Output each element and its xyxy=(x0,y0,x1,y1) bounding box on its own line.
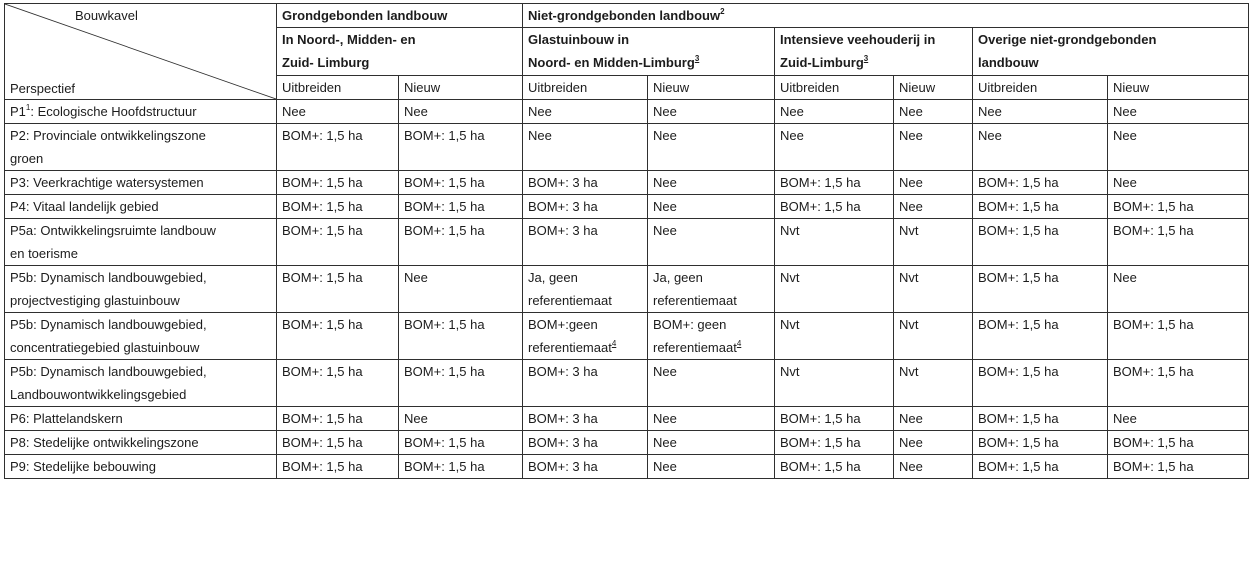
row-label: P2: Provinciale ontwikkelingszone groen xyxy=(5,124,277,171)
table-cell: Nvt xyxy=(775,360,894,407)
table-cell: BOM+: 1,5 ha xyxy=(277,266,399,313)
table-cell: BOM+: 1,5 ha xyxy=(973,171,1108,195)
table-cell: Nee xyxy=(1108,100,1249,124)
bouwkavel-label: Bouwkavel xyxy=(75,8,138,23)
table-cell: Nee xyxy=(648,171,775,195)
table-cell: Nvt xyxy=(775,266,894,313)
table-cell: BOM+: 1,5 ha xyxy=(973,407,1108,431)
table-cell: Nee xyxy=(648,360,775,407)
table-cell: Nee xyxy=(775,124,894,171)
table-cell: BOM+: 1,5 ha xyxy=(1108,195,1249,219)
table-cell: BOM+: 1,5 ha xyxy=(775,455,894,479)
footnote-1: 1 xyxy=(25,103,31,112)
table-row xyxy=(5,171,1249,195)
nieuw-header: Nieuw xyxy=(1108,76,1249,100)
table-cell: BOM+: 1,5 ha xyxy=(973,266,1108,313)
table-cell: BOM+: 1,5 ha xyxy=(399,219,523,266)
noord-midden-zuid-header: In Noord-, Midden- en Zuid- Limburg xyxy=(277,28,523,76)
table-cell: Nee xyxy=(523,100,648,124)
table-row xyxy=(5,407,1249,431)
table-cell: BOM+: 1,5 ha xyxy=(1108,431,1249,455)
row-label: P4: Vitaal landelijk gebied xyxy=(5,195,277,219)
table-row xyxy=(5,219,1249,266)
table-cell: Nee xyxy=(894,431,973,455)
table-cell: BOM+: 1,5 ha xyxy=(277,124,399,171)
grondgebonden-header: Grondgebonden landbouw xyxy=(277,4,523,28)
table-row xyxy=(5,124,1249,171)
uitbreiden-header: Uitbreiden xyxy=(277,76,399,100)
table-cell: BOM+: 1,5 ha xyxy=(973,313,1108,360)
table-cell: Nvt xyxy=(894,313,973,360)
table-cell: Nee xyxy=(648,407,775,431)
niet-grondgebonden-header: Niet-grondgebonden landbouw$^2$ xyxy=(523,4,1249,28)
table-cell: Nee xyxy=(775,100,894,124)
row-label: P5b: Dynamisch landbouwgebied, concentratiegebied glastuinbouw xyxy=(5,313,277,360)
table-cell: BOM+: 1,5 ha xyxy=(277,195,399,219)
table-cell: BOM+: 3 ha xyxy=(523,431,648,455)
nieuw-header: Nieuw xyxy=(894,76,973,100)
table-cell: BOM+: 1,5 ha xyxy=(399,124,523,171)
row-label: P3: Veerkrachtige watersystemen xyxy=(5,171,277,195)
table-cell: BOM+: 1,5 ha xyxy=(973,455,1108,479)
uitbreiden-header: Uitbreiden xyxy=(523,76,648,100)
table-cell: Nvt xyxy=(894,266,973,313)
table-cell: Nee xyxy=(1108,171,1249,195)
table-cell: Nee xyxy=(1108,124,1249,171)
table-cell: BOM+: 1,5 ha xyxy=(277,313,399,360)
table-cell: BOM+: 1,5 ha xyxy=(1108,360,1249,407)
table-cell: Nee xyxy=(973,100,1108,124)
table-row xyxy=(5,266,1249,313)
table-cell: BOM+:geen referentiemaat$^4$ xyxy=(523,313,648,360)
table-cell: Nee xyxy=(523,124,648,171)
table-cell: Ja, geen referentiemaat xyxy=(523,266,648,313)
table-cell: BOM+: 1,5 ha xyxy=(399,195,523,219)
table-cell: BOM+: 1,5 ha xyxy=(277,360,399,407)
table-cell: Nee xyxy=(894,171,973,195)
nieuw-header: Nieuw xyxy=(648,76,775,100)
intensieve-veehouderij-header: Intensieve veehouderij in Zuid-Limburg$^3$ xyxy=(775,28,973,76)
footnote-4: 4 xyxy=(611,339,617,348)
table-cell: BOM+: 1,5 ha xyxy=(399,455,523,479)
nieuw-header: Nieuw xyxy=(399,76,523,100)
table-cell: BOM+: 1,5 ha xyxy=(399,360,523,407)
uitbreiden-header: Uitbreiden xyxy=(973,76,1108,100)
table-cell: Nee xyxy=(399,100,523,124)
table-cell: Nee xyxy=(648,124,775,171)
table-cell: BOM+: 1,5 ha xyxy=(973,360,1108,407)
table-cell: BOM+: 1,5 ha xyxy=(1108,455,1249,479)
table-cell: BOM+: 1,5 ha xyxy=(1108,219,1249,266)
table-cell: BOM+: geen referentiemaat$^4$ xyxy=(648,313,775,360)
table-cell: Nee xyxy=(277,100,399,124)
table-cell: Nee xyxy=(1108,266,1249,313)
table-cell: Nee xyxy=(648,455,775,479)
corner-cell xyxy=(5,4,277,100)
table-cell: Nee xyxy=(648,100,775,124)
footnote-3: 3 xyxy=(863,54,869,63)
table-row xyxy=(5,195,1249,219)
table-cell: Nee xyxy=(648,195,775,219)
row-label: P5b: Dynamisch landbouwgebied, projectvestiging glastuinbouw xyxy=(5,266,277,313)
table-cell: BOM+: 3 ha xyxy=(523,195,648,219)
table-cell: BOM+: 1,5 ha xyxy=(973,195,1108,219)
table-cell: Nvt xyxy=(894,219,973,266)
table-cell: Nvt xyxy=(775,313,894,360)
footnote-4: 4 xyxy=(736,339,742,348)
table-cell: Nee xyxy=(894,407,973,431)
table-cell: BOM+: 1,5 ha xyxy=(775,431,894,455)
table-cell: BOM+: 1,5 ha xyxy=(277,171,399,195)
table-cell: Nee xyxy=(973,124,1108,171)
glastuinbouw-header: Glastuinbouw in Noord- en Midden-Limburg$^3$ xyxy=(523,28,775,76)
overige-header: Overige niet-grondgebonden landbouw xyxy=(973,28,1249,76)
row-label: P9: Stedelijke bebouwing xyxy=(5,455,277,479)
row-label: P5b: Dynamisch landbouwgebied, Landbouwontwikkelingsgebied xyxy=(5,360,277,407)
table-cell: Nee xyxy=(399,407,523,431)
table-cell: Nee xyxy=(399,266,523,313)
table-row xyxy=(5,360,1249,407)
footnote-3: 3 xyxy=(694,54,700,63)
table-cell: BOM+: 1,5 ha xyxy=(973,219,1108,266)
table-cell: Nee xyxy=(894,195,973,219)
header-row-1 xyxy=(5,4,1249,28)
table-cell: Nvt xyxy=(775,219,894,266)
bouwkavel-table xyxy=(4,3,1249,479)
footnote-2: 2 xyxy=(720,7,725,16)
table-cell: BOM+: 1,5 ha xyxy=(1108,313,1249,360)
table-cell: BOM+: 1,5 ha xyxy=(399,313,523,360)
row-label: $P1^1$: Ecologische Hoofdstructuur xyxy=(5,100,277,124)
table-cell: Nee xyxy=(1108,407,1249,431)
table-cell: BOM+: 1,5 ha xyxy=(775,195,894,219)
table-cell: BOM+: 1,5 ha xyxy=(399,171,523,195)
table-cell: BOM+: 3 ha xyxy=(523,360,648,407)
table-cell: Nee xyxy=(648,431,775,455)
table-cell: BOM+: 3 ha xyxy=(523,455,648,479)
table-cell: BOM+: 1,5 ha xyxy=(775,407,894,431)
table-row xyxy=(5,431,1249,455)
table-row xyxy=(5,100,1249,124)
table-cell: BOM+: 1,5 ha xyxy=(277,431,399,455)
table-row xyxy=(5,313,1249,360)
table-cell: BOM+: 3 ha xyxy=(523,219,648,266)
row-label: P8: Stedelijke ontwikkelingszone xyxy=(5,431,277,455)
uitbreiden-header: Uitbreiden xyxy=(775,76,894,100)
table-cell: Nvt xyxy=(894,360,973,407)
table-cell: Nee xyxy=(894,455,973,479)
table-cell: Nee xyxy=(894,124,973,171)
table-cell: Nee xyxy=(894,100,973,124)
table-cell: BOM+: 1,5 ha xyxy=(775,171,894,195)
row-label: P6: Plattelandskern xyxy=(5,407,277,431)
table-cell: BOM+: 1,5 ha xyxy=(973,431,1108,455)
table-cell: BOM+: 1,5 ha xyxy=(277,219,399,266)
table-cell: BOM+: 3 ha xyxy=(523,407,648,431)
table-row xyxy=(5,455,1249,479)
table-cell: Ja, geen referentiemaat xyxy=(648,266,775,313)
table-cell: BOM+: 1,5 ha xyxy=(277,455,399,479)
table-cell: BOM+: 3 ha xyxy=(523,171,648,195)
table-cell: Nee xyxy=(648,219,775,266)
row-label: P5a: Ontwikkelingsruimte landbouw en toerisme xyxy=(5,219,277,266)
table-cell: BOM+: 1,5 ha xyxy=(399,431,523,455)
table-cell: BOM+: 1,5 ha xyxy=(277,407,399,431)
perspectief-label: Perspectief xyxy=(10,81,76,96)
